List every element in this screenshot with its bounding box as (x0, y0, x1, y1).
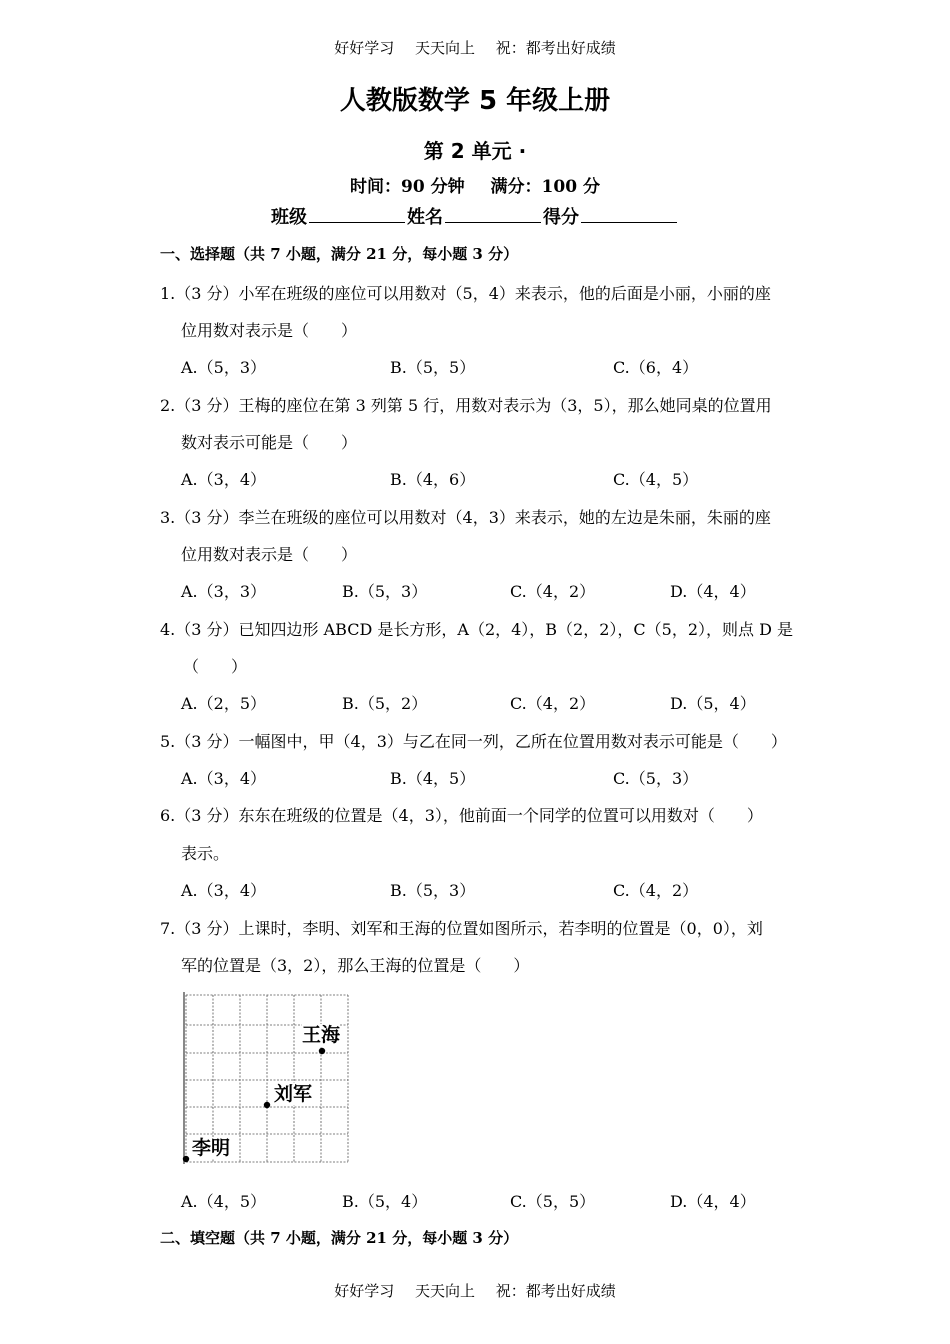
score-label: 得分 (543, 207, 579, 228)
question-4-option-d[interactable]: D.（5，4） (670, 694, 756, 713)
question-3-option-c[interactable]: C.（4，2） (510, 582, 596, 601)
question-5-option-b[interactable]: B.（4，5） (390, 769, 476, 788)
liujun-label: 刘军 (274, 1083, 313, 1105)
question-4-line1: 4.（3 分）已知四边形 ABCD 是长方形，A（2，4），B（2，2），C（5，2），则点 D 是 (160, 620, 794, 639)
question-6-option-b[interactable]: B.（5，3） (390, 881, 476, 900)
header-left: 好好学习 (334, 39, 395, 57)
unit-title: 第 2 单元 · (423, 139, 527, 163)
question-7-line2: 军的位置是（3，2），那么王海的位置是（ ） (181, 956, 530, 975)
question-5-option-c[interactable]: C.（5，3） (613, 769, 699, 788)
name-label: 姓名 (407, 207, 443, 228)
question-7-line1: 7.（3 分）上课时，李明、刘军和王海的位置如图所示，若李明的位置是（0，0），刘 (160, 919, 763, 938)
question-5-option-a[interactable]: A.（3，4） (181, 769, 267, 788)
question-4-line2: （ ） (183, 657, 248, 676)
question-3-line2: 位用数对表示是（ ） (181, 545, 358, 564)
question-7-option-a[interactable]: A.（4，5） (181, 1192, 267, 1211)
question-2-line2: 数对表示可能是（ ） (181, 433, 358, 452)
question-7-option-b[interactable]: B.（5，4） (342, 1192, 428, 1211)
question-1-option-c[interactable]: C.（6，4） (613, 358, 699, 377)
question-3-option-b[interactable]: B.（5，3） (342, 582, 428, 601)
question-4-option-a[interactable]: A.（2，5） (181, 694, 267, 713)
footer-middle: 天天向上 (414, 1282, 475, 1300)
question-6-option-a[interactable]: A.（3，4） (181, 881, 267, 900)
question-6-line1: 6.（3 分）东东在班级的位置是（4，3），他前面一个同学的位置可以用数对（ ） (160, 806, 763, 825)
section-2-heading: 二、填空题（共 7 小题，满分 21 分，每小题 3 分） (160, 1229, 519, 1247)
question-3-option-a[interactable]: A.（3，3） (181, 582, 267, 601)
question-2-option-a[interactable]: A.（3，4） (181, 470, 267, 489)
page-header (0, 37, 950, 58)
question-1-line2: 位用数对表示是（ ） (181, 321, 358, 340)
footer-left: 好好学习 (334, 1282, 395, 1300)
section-1-heading: 一、选择题（共 7 小题，满分 21 分，每小题 3 分） (160, 245, 519, 263)
question-1-option-b[interactable]: B.（5，5） (390, 358, 476, 377)
full-score: 满分：100 分 (490, 177, 600, 197)
wanghai-point (319, 1048, 325, 1054)
time-info (0, 172, 950, 197)
question-7-option-c[interactable]: C.（5，5） (510, 1192, 596, 1211)
question-3-option-d[interactable]: D.（4，4） (670, 582, 756, 601)
question-1-line1: 1.（3 分）小军在班级的座位可以用数对（5，4）来表示，他的后面是小丽，小丽的座 (160, 284, 771, 303)
header-middle: 天天向上 (414, 39, 475, 57)
time-limit: 时间：90 分钟 (350, 177, 465, 197)
liming-point (183, 1156, 189, 1162)
question-1-option-a[interactable]: A.（5，3） (181, 358, 267, 377)
class-blank[interactable] (309, 204, 405, 223)
question-2-option-b[interactable]: B.（4，6） (390, 470, 476, 489)
question-5-line1: 5.（3 分）一幅图中，甲（4，3）与乙在同一列，乙所在位置用数对表示可能是（ ） (160, 732, 787, 751)
question-3-line1: 3.（3 分）李兰在班级的座位可以用数对（4，3）来表示，她的左边是朱丽，朱丽的座 (160, 508, 771, 527)
page-title: 人教版数学 5 年级上册 (339, 86, 611, 116)
question-6-line2: 表示。 (181, 844, 230, 863)
student-info-line (0, 203, 950, 229)
seating-grid-figure (182, 992, 352, 1164)
question-6-option-c[interactable]: C.（4，2） (613, 881, 699, 900)
wanghai-label: 王海 (302, 1024, 341, 1046)
liming-label: 李明 (192, 1137, 231, 1159)
score-blank[interactable] (581, 204, 677, 223)
question-2-line1: 2.（3 分）王梅的座位在第 3 列第 5 行，用数对表示为（3，5），那么她同桌的位置用 (160, 396, 772, 415)
liujun-point (264, 1102, 270, 1108)
class-label: 班级 (271, 207, 307, 228)
question-4-option-b[interactable]: B.（5，2） (342, 694, 428, 713)
page-footer (0, 1280, 950, 1301)
question-4-option-c[interactable]: C.（4，2） (510, 694, 596, 713)
footer-right: 祝：都考出好成绩 (495, 1282, 616, 1300)
question-2-option-c[interactable]: C.（4，5） (613, 470, 699, 489)
header-right: 祝：都考出好成绩 (495, 39, 616, 57)
question-7-option-d[interactable]: D.（4，4） (670, 1192, 756, 1211)
name-blank[interactable] (445, 204, 541, 223)
